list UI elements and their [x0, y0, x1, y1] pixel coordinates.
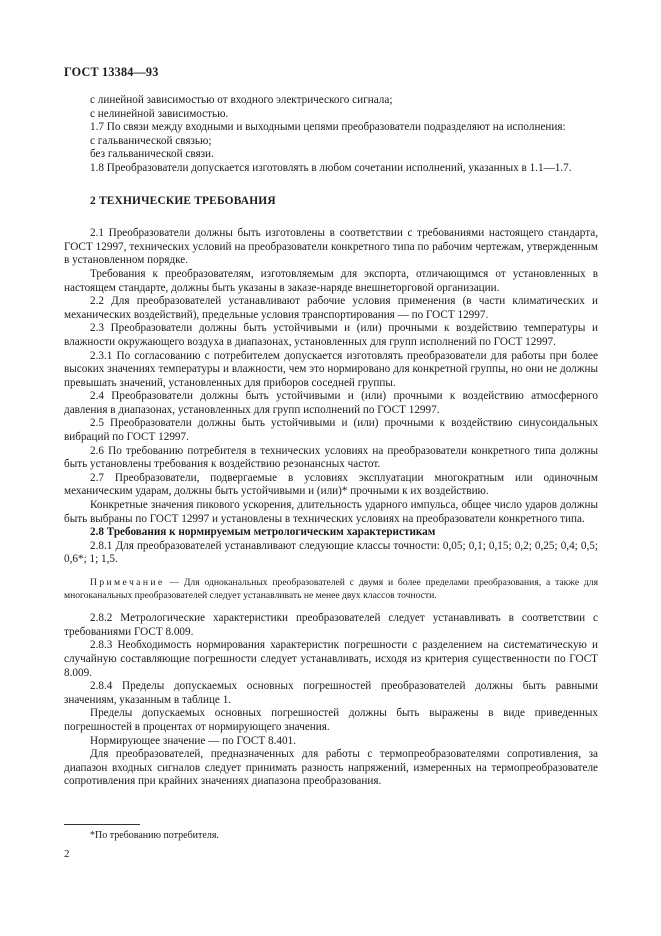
paragraph: 2.8.2 Метрологические характеристики преобразователей следует устанавливать в соответствии с требованиями ГОСТ 8.009.	[64, 612, 598, 638]
paragraph: Для преобразователей, предназначенных для работы с термопреобразователями сопротивления, за диапазон входных сигналов следует принимать разность напряжений, измеренных на термопреобразователе сопротивления при крайних значениях диапазона преобразования.	[64, 748, 598, 788]
section-title: 2 ТЕХНИЧЕСКИЕ ТРЕБОВАНИЯ	[90, 194, 276, 207]
subsection-heading: 2.8 Требования к нормируемым метрологическим характеристикам	[90, 526, 436, 539]
note-label: Примечание	[90, 577, 165, 588]
paragraph: 1.7 По связи между входными и выходными цепями преобразователи подразделяют на исполнения:	[90, 121, 566, 134]
paragraph: без гальванической связи.	[90, 148, 214, 161]
paragraph: 2.7 Преобразователи, подвергаемые в условиях эксплуатации многократным или одиночным механическим ударам, должны быть устойчивыми и (или)* прочными к их воздействию.	[64, 471, 598, 498]
paragraph: 2.3.1 По согласованию с потребителем допускается изготовлять преобразователи для работы при более высоких значениях температуры и влажности, чем это нормировано для конкретной группы, но они не должны превышать значений, установленных для приборов соседней группы.	[64, 349, 598, 389]
note-text: — Для одноканальных преобразователей с двумя и более пределами преобразования, а также для многоканальных преобразователей следует устанавливать не менее двух классов точности.	[64, 577, 598, 601]
page-number: 2	[64, 848, 70, 860]
paragraph: 2.5 Преобразователи должны быть устойчивыми и (или) прочными к воздействию синусоидальных вибраций по ГОСТ 12997.	[64, 417, 598, 444]
note	[64, 577, 598, 602]
footnote-divider	[64, 824, 140, 825]
paragraph: 2.8.1 Для преобразователей устанавливают следующие классы точности: 0,05; 0,1; 0,15; 0,2; 0,25; 0,4; 0,5; 0,6*; 1; 1,5.	[64, 539, 598, 566]
paragraph: 2.8.4 Пределы допускаемых основных погрешностей преобразователей должны быть равными значениям, указанным в таблице 1.	[64, 680, 598, 706]
paragraph: Нормирующее значение — по ГОСТ 8.401.	[90, 734, 296, 747]
footnote: *По требованию потребителя.	[90, 830, 219, 841]
page-header-standard-id: ГОСТ 13384—93	[64, 65, 159, 79]
paragraph: с линейной зависимостью от входного электрического сигнала;	[90, 94, 393, 106]
paragraph: 2.2 Для преобразователей устанавливают рабочие условия применения (в части климатических и механических воздействий), предельные условия транспортирования — по ГОСТ 12997.	[64, 295, 598, 321]
paragraph: 2.1 Преобразователи должны быть изготовлены в соответствии с требованиями настоящего стандарта, ГОСТ 12997, технических условий на преобразователи конкретного типа по рабочим чертежам, утвержденным в установленном порядке.	[64, 227, 598, 267]
paragraph: 2.6 По требованию потребителя в технических условиях на преобразователи конкретного типа должны быть установлены требования к воздействию резонансных частот.	[64, 444, 598, 471]
paragraph: 1.8 Преобразователи допускается изготовлять в любом сочетании исполнений, указанных в 1.1—1.7.	[90, 161, 572, 174]
paragraph: Конкретные значения пикового ускорения, длительность ударного импульса, общее число ударов должны быть выбраны по ГОСТ 12997 и установлены в технических условиях на преобразователи конкретного типа.	[64, 499, 598, 525]
paragraph: 2.8.3 Необходимость нормирования характеристик погрешности с разделением на систематическую и случайную составляющие погрешности следует устанавливать, исходя из критерия существенности по ГОСТ 8.009.	[64, 639, 598, 679]
paragraph: Пределы допускаемых основных погрешностей должны быть выражены в виде приведенных погрешностей в процентах от нормирующего значения.	[64, 707, 598, 733]
paragraph: 2.3 Преобразователи должны быть устойчивыми и (или) прочными к воздействию температуры и влажности окружающего воздуха в диапазонах, установленных для групп исполнений по ГОСТ 12997.	[64, 322, 598, 348]
paragraph: Требования к преобразователям, изготовляемым для экспорта, отличающимся от установленных в настоящем стандарте, должны быть указаны в заказе-наряде внешнеторговой организации.	[64, 267, 598, 294]
document-body	[64, 94, 598, 789]
paragraph: 2.4 Преобразователи должны быть устойчивыми и (или) прочными к воздействию атмосферного давления в диапазонах, установленных для групп исполнений по ГОСТ 12997.	[64, 390, 598, 416]
paragraph: с гальванической связью;	[90, 134, 212, 147]
paragraph: с нелинейной зависимостью.	[90, 107, 229, 120]
